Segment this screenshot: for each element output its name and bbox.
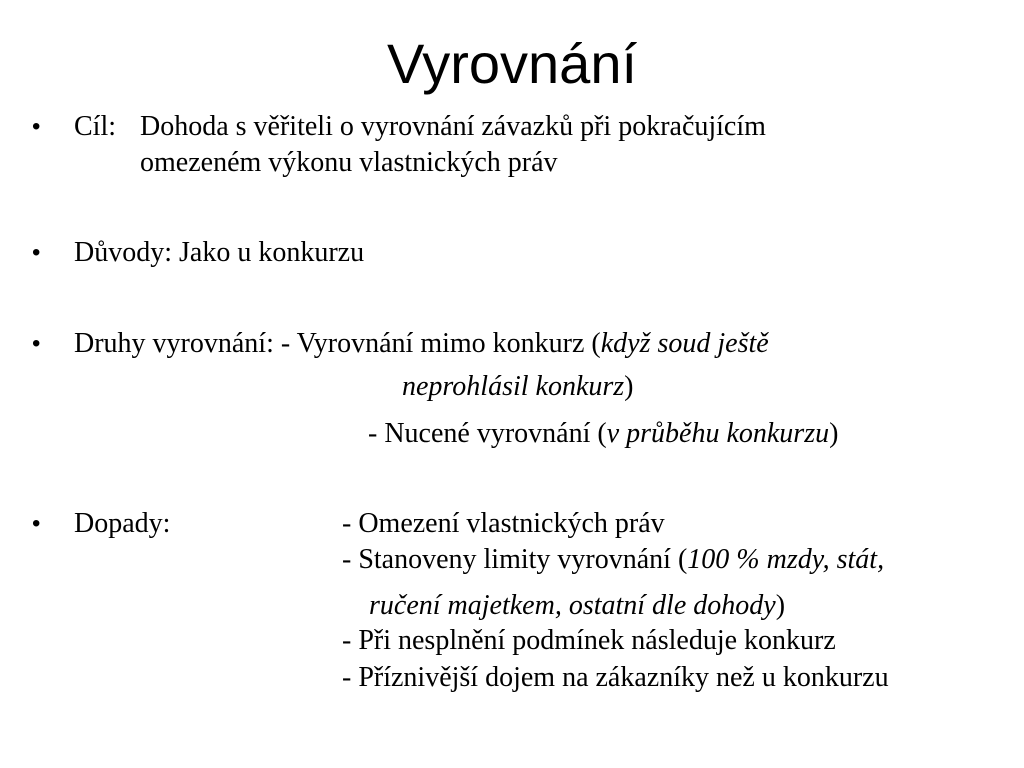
types-line-2: [402, 370, 634, 404]
bullet-dot: •: [32, 113, 41, 140]
goal-line-1: Dohoda s věřiteli o vyrovnání závazků při pokračujícím: [140, 111, 766, 142]
bullet-dot: •: [32, 239, 41, 266]
impacts-item-2-cont-italic: ručení majetkem, ostatní dle dohody: [369, 590, 776, 621]
goal-label: Cíl:: [74, 111, 117, 142]
impacts-item-2-text: - Stanoveny limity vyrovnání (: [342, 544, 688, 575]
impacts-item-3: - Při nesplnění podmínek následuje konkurz: [342, 625, 836, 656]
goal-line-2: omezeném výkonu vlastnických práv: [140, 147, 558, 178]
impacts-item-4: - Příznivější dojem na zákazníky než u konkurzu: [342, 662, 889, 693]
types-line-1-text: Druhy vyrovnání: - Vyrovnání mimo konkurz (: [74, 328, 601, 359]
slide-title: Vyrovnání: [386, 32, 638, 95]
types-line-2-italic: neprohlásil konkurz: [402, 371, 625, 402]
impacts-label: Dopady:: [74, 508, 171, 539]
types-line-2-suffix: ): [624, 371, 634, 402]
bullet-dot: •: [32, 510, 41, 537]
impacts-item-2-cont: [369, 589, 785, 623]
impacts-item-2-cont-suffix: ): [775, 590, 786, 621]
impacts-item-1: - Omezení vlastnických práv: [342, 508, 665, 539]
impacts-item-2-italic: 100 % mzdy, stát,: [687, 544, 885, 575]
types-line-3-text: - Nucené vyrovnání (: [368, 418, 607, 449]
bullet-dot: •: [32, 330, 41, 357]
types-line-3: [368, 417, 838, 451]
types-line-1-italic: když soud ještě: [600, 328, 769, 359]
impacts-item-2: [342, 543, 884, 577]
types-line-1: [74, 327, 769, 361]
reasons-text: Důvody: Jako u konkurzu: [74, 237, 365, 268]
types-line-3-italic: v průběhu konkurzu: [606, 418, 830, 449]
types-line-3-suffix: ): [829, 418, 839, 449]
